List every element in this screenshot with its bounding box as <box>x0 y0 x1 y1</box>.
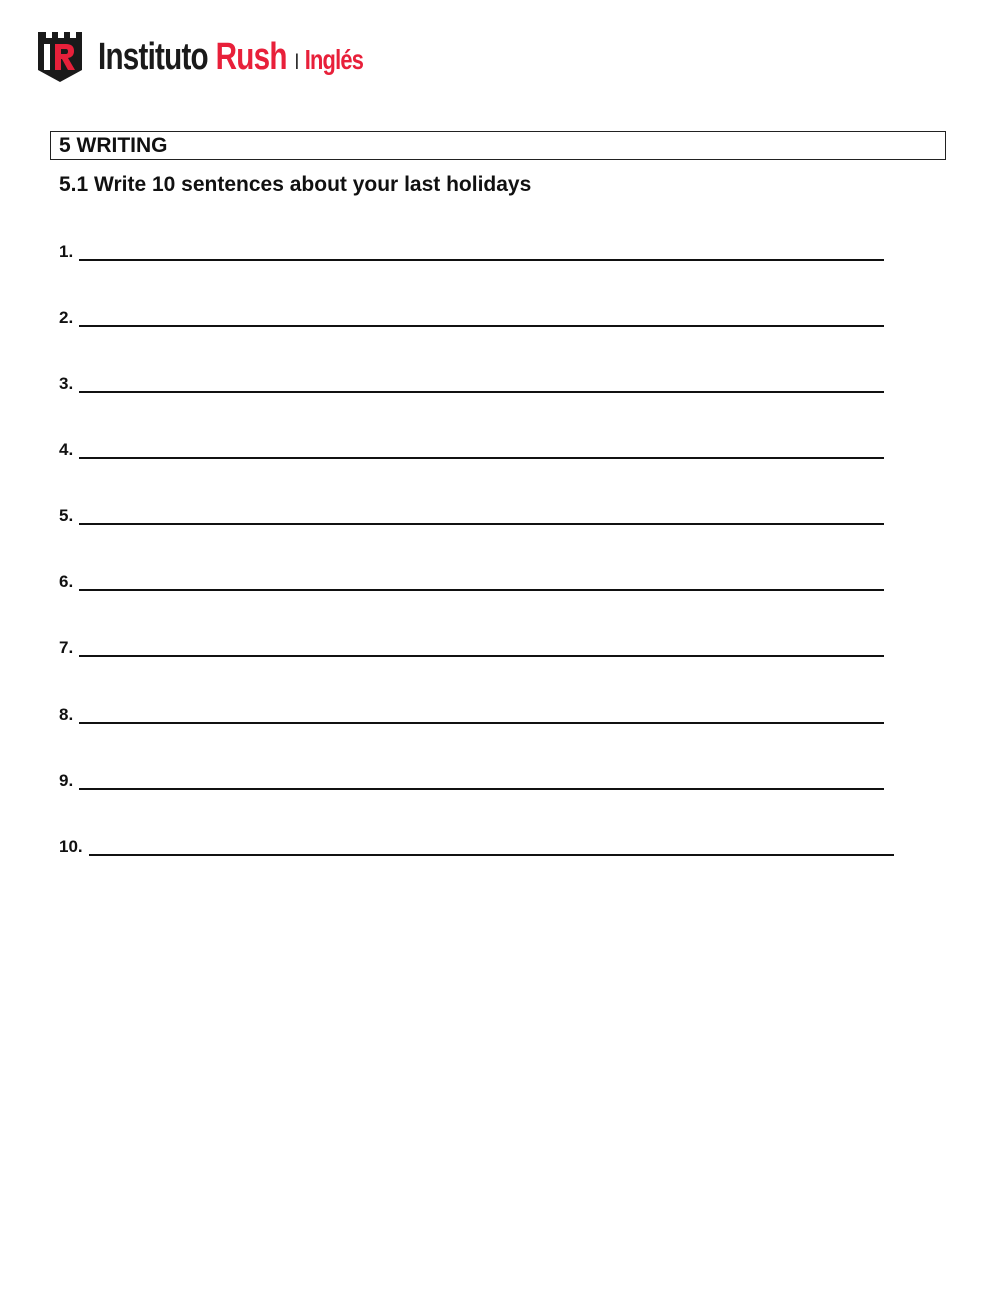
answer-number: 7. <box>59 638 74 657</box>
logo-wordmark <box>98 36 363 79</box>
answer-line[interactable] <box>79 325 884 327</box>
answer-row <box>59 570 884 592</box>
answer-number: 9. <box>59 771 74 790</box>
answer-row <box>59 372 884 394</box>
answer-line[interactable] <box>79 589 884 591</box>
answer-row <box>59 636 884 658</box>
answer-line[interactable] <box>89 854 894 856</box>
answer-row <box>59 703 884 725</box>
answer-number: 3. <box>59 374 74 393</box>
answer-line[interactable] <box>79 722 884 724</box>
logo-word-rush: Rush <box>215 35 287 78</box>
answer-row <box>59 438 884 460</box>
section-header-box <box>50 131 946 160</box>
exercise-instruction: 5.1 Write 10 sentences about your last holidays <box>59 173 532 196</box>
answer-number: 10. <box>59 837 83 856</box>
answer-line[interactable] <box>79 523 884 525</box>
answer-number: 1. <box>59 242 74 261</box>
castle-badge-icon <box>36 30 84 84</box>
answer-row <box>59 835 894 857</box>
answer-number: 6. <box>59 572 74 591</box>
answer-number: 4. <box>59 440 74 459</box>
answer-line[interactable] <box>79 655 884 657</box>
answer-number: 8. <box>59 705 74 724</box>
logo-word-instituto: Instituto <box>98 35 208 78</box>
answer-row <box>59 504 884 526</box>
answer-line[interactable] <box>79 391 884 393</box>
logo-word-ingles: Inglés <box>304 43 364 75</box>
answer-line[interactable] <box>79 457 884 459</box>
section-title: 5 WRITING <box>59 134 168 157</box>
answer-row <box>59 769 884 791</box>
answer-row <box>59 306 884 328</box>
answer-number: 5. <box>59 506 74 525</box>
logo-separator: I <box>294 48 299 74</box>
answer-row <box>59 240 884 262</box>
answer-line[interactable] <box>79 788 884 790</box>
answer-line[interactable] <box>79 259 884 261</box>
answer-number: 2. <box>59 308 74 327</box>
institute-logo <box>36 28 438 86</box>
